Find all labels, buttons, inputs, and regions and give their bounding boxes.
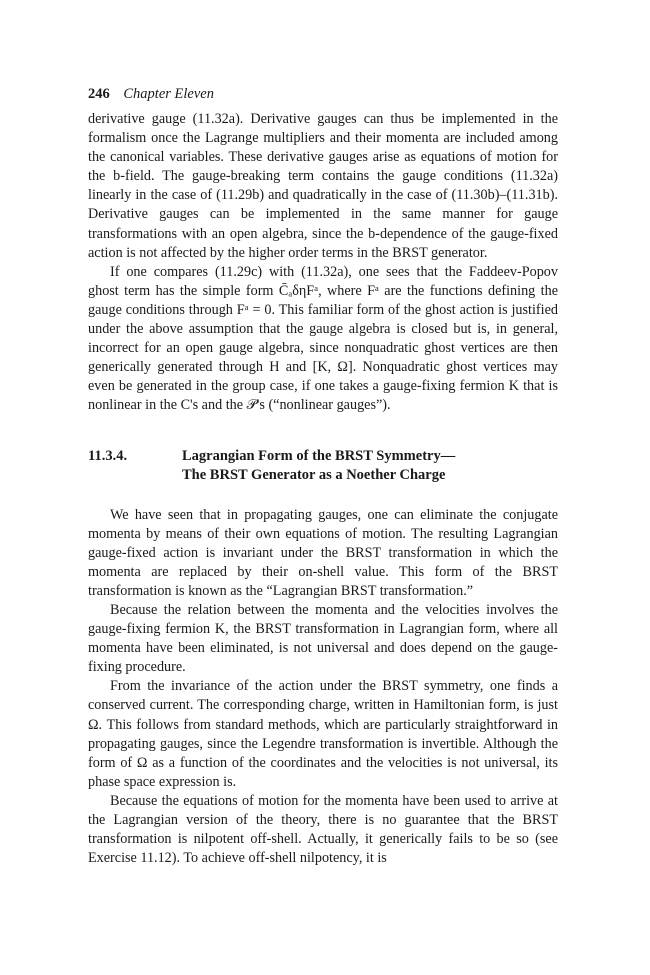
paragraph: derivative gauge (11.32a). Derivative gauges can thus be implemented in the formalism once the Lagrange multipliers and their momenta are included among the canonical variables. These derivative gauges arise as equations of motion for the b-field. The gauge-breaking term contains the gauge conditions (11.32a) linearly in the case of (11.29b) and quadratically in the case of (11.30b)–(11.31b). Derivative gauges can be implemented in the same manner for gauge transformations with an open algebra, since the b-dependence of the gauge-fixed action is not affected by the higher order terms in the BRST generator. (88, 111, 558, 261)
body-text-top (88, 110, 558, 416)
section-title-line: The BRST Generator as a Noether Charge (182, 466, 446, 483)
book-page (88, 84, 558, 868)
body-text-bottom (88, 506, 558, 869)
paragraph: If one compares (11.29c) with (11.32a), one sees that the Faddeev-Popov ghost term has the simple form C̄ₐδηFᵃ, where Fᵃ are the functions defining the gauge conditions through Fᵃ = 0. This familiar form of the ghost action is justified under the above assumption that the gauge algebra is closed but is, in general, incorrect for an open gauge algebra, since nonquadratic ghost vertices are then generically generated through H and [K, Ω]. Nonquadratic ghost vertices may even be generated in the group case, if one takes a gauge-fixing fermion K that is nonlinear in the C's and the 𝒫's (“nonlinear gauges”). (88, 263, 558, 414)
chapter-title: Chapter Eleven (123, 86, 214, 102)
section-heading (88, 447, 558, 485)
section-title (182, 447, 558, 485)
running-head (88, 84, 558, 104)
paragraph: We have seen that in propagating gauges, one can eliminate the conjugate momenta by means of their own equations of motion. The resulting Lagrangian gauge-fixed action is invariant under the BRST transformation in which the momenta are replaced by their on-shell value. This form of the BRST transformation is known as the “Lagrangian BRST transformation.” (88, 506, 558, 599)
page-number: 246 (88, 86, 110, 102)
paragraph: Because the equations of motion for the momenta have been used to arrive at the Lagrangian version of the theory, there is no guarantee that the BRST transformation is nilpotent off-shell. Actually, it generically fails to be so (see Exercise 11.12). To achieve off-shell nilpotency, it is (88, 792, 558, 867)
paragraph: From the invariance of the action under the BRST symmetry, one finds a conserved current. The corresponding charge, written in Hamiltonian form, is just Ω. This follows from standard methods, which are particularly straightforward in propagating gauges, since the Legendre transformation is invertible. Although the form of Ω as a function of the coordinates and the velocities is not universal, its phase space expression is. (88, 678, 558, 790)
section-number: 11.3.4. (88, 447, 128, 464)
paragraph: Because the relation between the momenta and the velocities involves the gauge-fixing fermion K, the BRST transformation in Lagrangian form, where all momenta have been eliminated, is not universal and does depend on the gauge-fixing procedure. (88, 601, 558, 676)
section-title-line: Lagrangian Form of the BRST Symmetry— (182, 447, 456, 464)
